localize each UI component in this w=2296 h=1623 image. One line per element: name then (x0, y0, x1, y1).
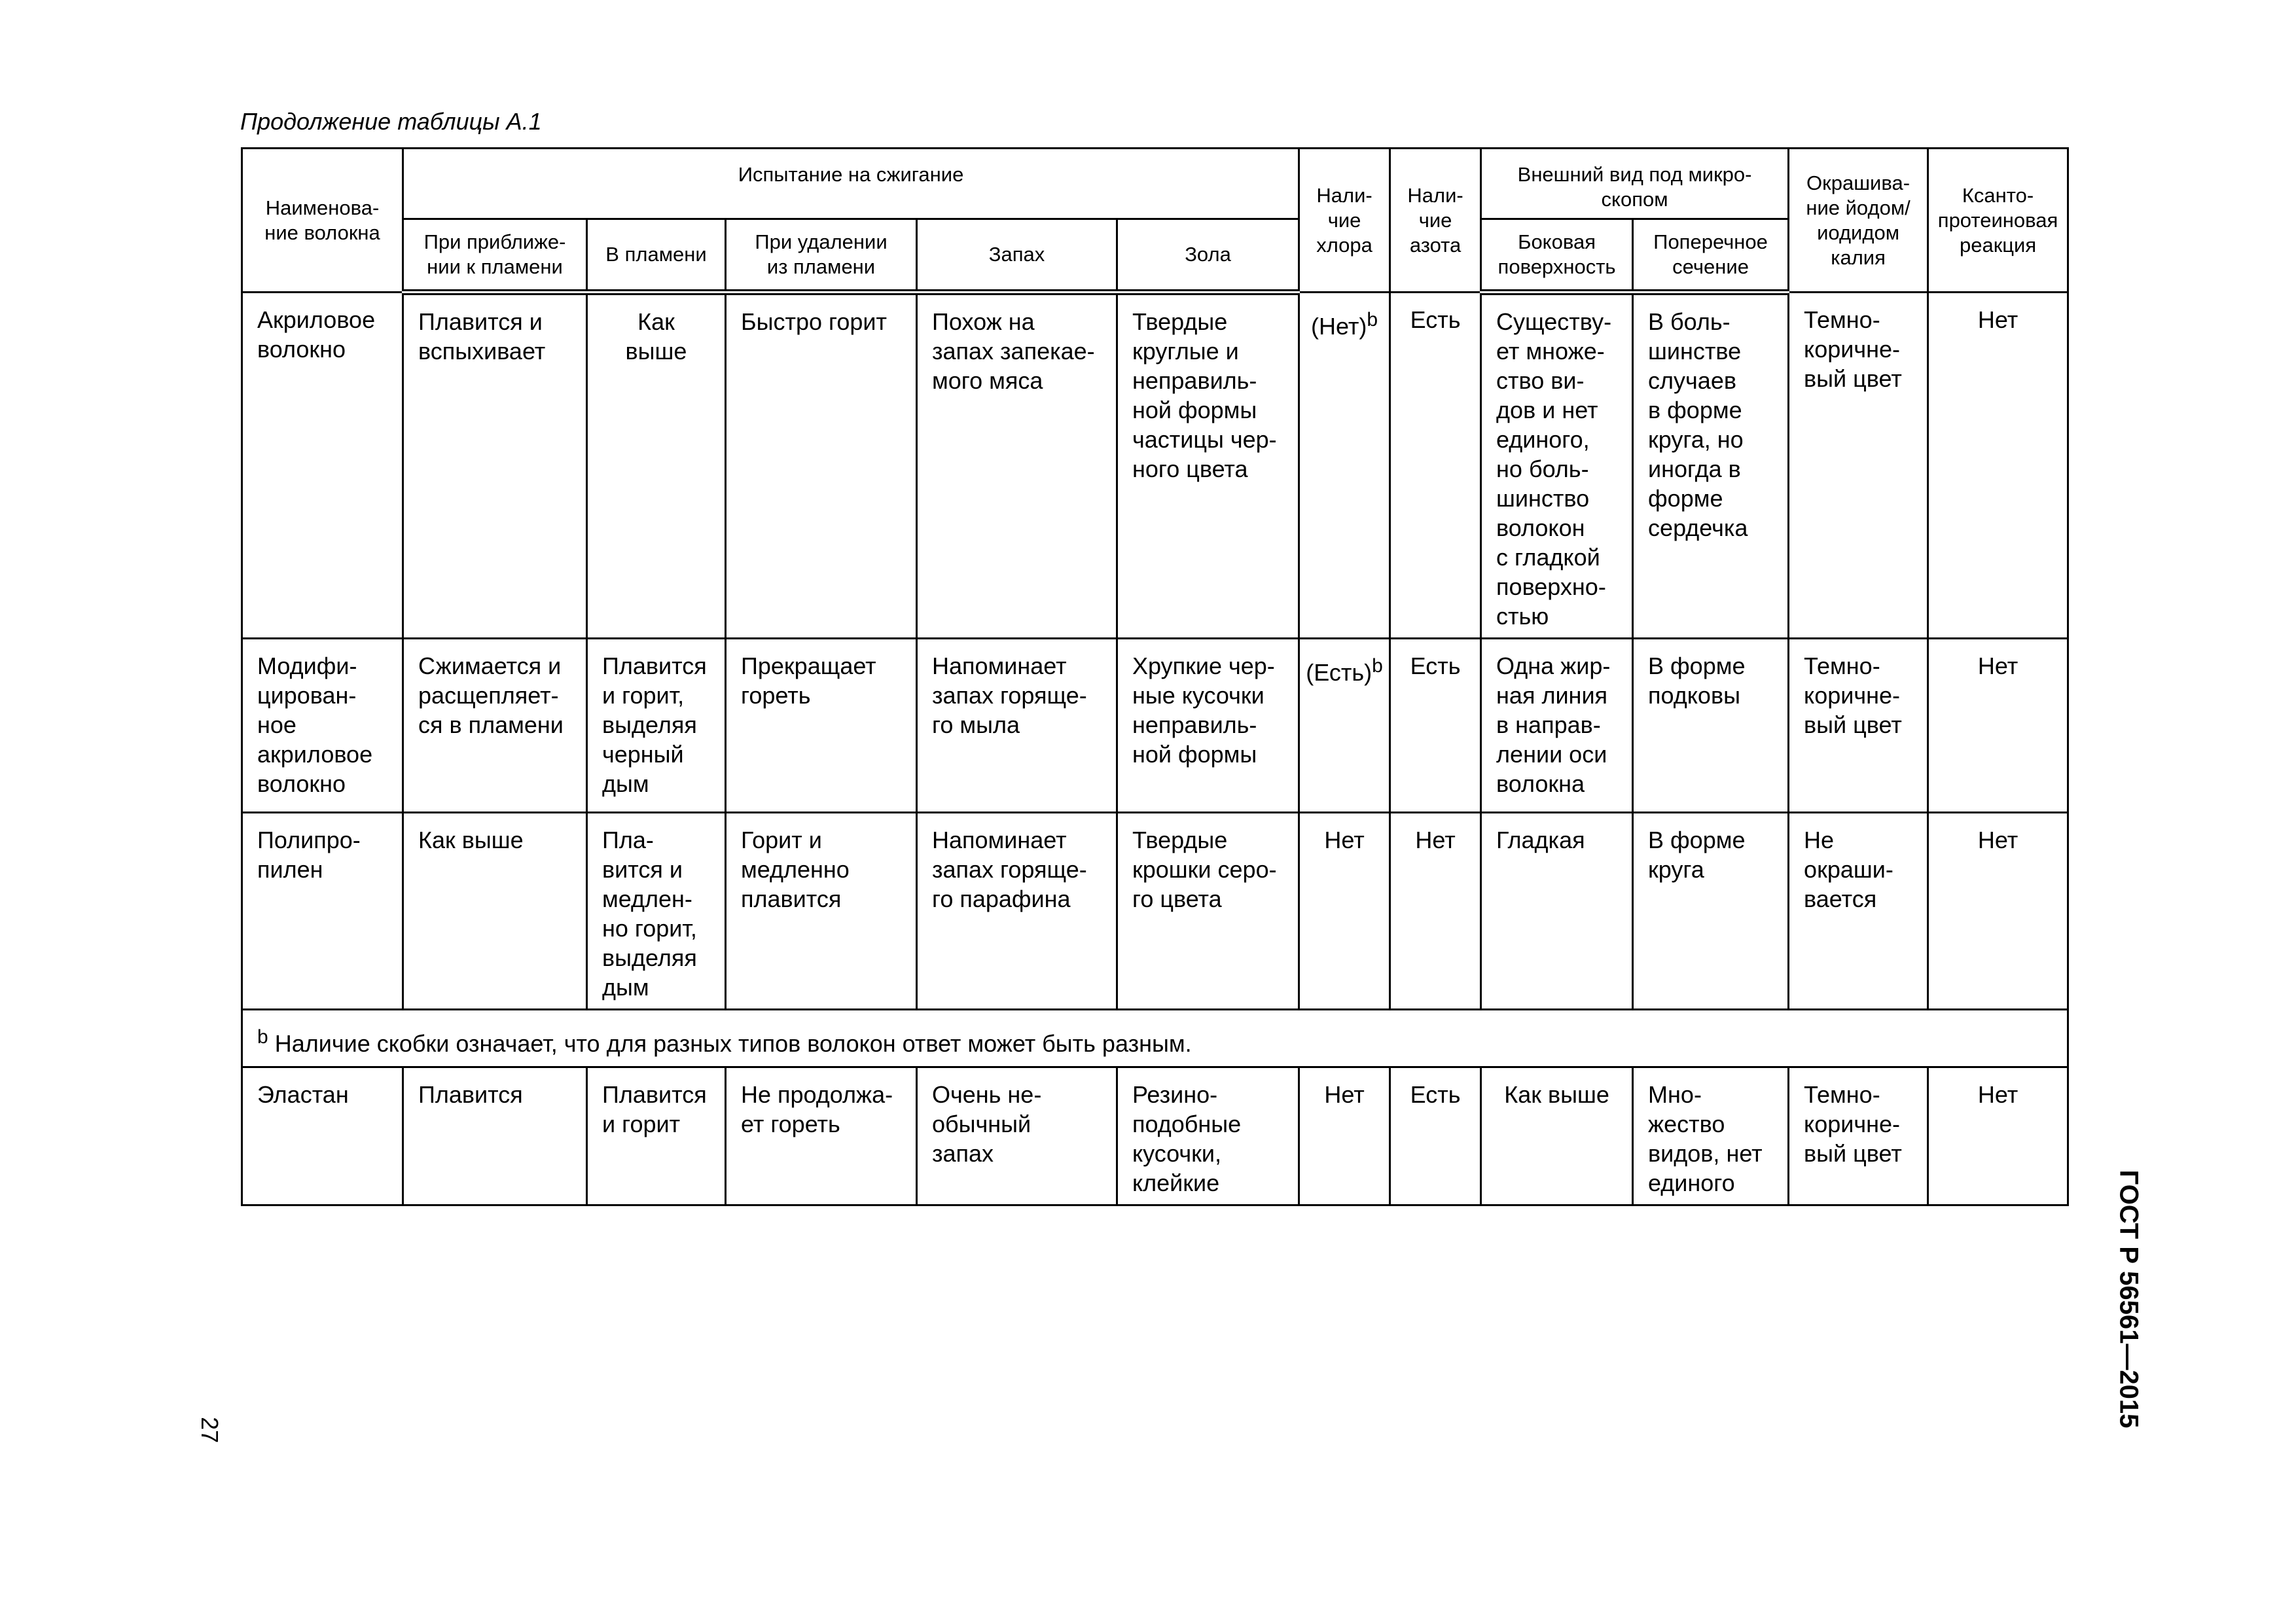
cell-smell: Напоминает запах горяще- го парафина (917, 813, 1117, 1010)
cell-removal: Не продолжа- ет гореть (726, 1067, 917, 1205)
cell-removal: Быстро горит (726, 293, 917, 639)
cell-approach: Как выше (403, 813, 587, 1010)
header-fiber-name: Наименова- ние волокна (242, 149, 403, 293)
header-side-surface: Боковая поверхность (1481, 219, 1633, 293)
page-number: 27 (196, 1416, 223, 1444)
cell-xantho: Нет (1928, 813, 2068, 1010)
cell-name: Полипро- пилен (242, 813, 403, 1010)
cell-nitrogen: Есть (1390, 1067, 1481, 1205)
cell-in-flame: Пла- вится и медлен- но горит, выделяя дым (587, 813, 726, 1010)
cell-xantho: Нет (1928, 293, 2068, 639)
footnote-mark: b (257, 1026, 268, 1048)
document-code: ГОСТ Р 56561—2015 (2114, 1169, 2144, 1429)
cell-ash: Резино- подобные кусочки, клейкие (1117, 1067, 1299, 1205)
footnote (242, 1010, 2068, 1067)
header-xanthoprotein: Ксанто- протеиновая реакция (1928, 149, 2068, 293)
cell-name: Акриловое волокно (242, 293, 403, 639)
cell-smell: Похож на запах запекае- мого мяса (917, 293, 1117, 639)
cell-chlorine: Нет (1299, 1067, 1390, 1205)
cell-name: Модифи- цирован- ное акриловое волокно (242, 639, 403, 813)
cell-xantho: Нет (1928, 1067, 2068, 1205)
cell-ash: Твердые круглые и неправиль- ной формы частицы чер- ного цвета (1117, 293, 1299, 639)
cell-removal: Горит и медленно плавится (726, 813, 917, 1010)
table-row (242, 813, 2068, 1010)
header-iodine: Окрашива- ние йодом/ иодидом калия (1789, 149, 1928, 293)
cell-side: Как выше (1481, 1067, 1633, 1205)
cell-chlorine (1299, 293, 1390, 639)
cell-nitrogen: Нет (1390, 813, 1481, 1010)
table-row (242, 1067, 2068, 1205)
cell-in-flame: Плавится и горит (587, 1067, 726, 1205)
cell-chlorine: Нет (1299, 813, 1390, 1010)
cell-iodine: Темно- коричне- вый цвет (1789, 639, 1928, 813)
header-approach-flame: При приближе- нии к пламени (403, 219, 587, 293)
header-cross-section: Поперечное сечение (1633, 219, 1789, 293)
footnote-mark: b (1372, 655, 1383, 677)
header-microscope: Внешний вид под микро- скопом (1481, 149, 1789, 219)
header-smell: Запах (917, 219, 1117, 293)
cell-in-flame: Как выше (587, 293, 726, 639)
cell-nitrogen: Есть (1390, 293, 1481, 639)
cell-cross: Мно- жество видов, нет единого (1633, 1067, 1789, 1205)
cell-cross: В боль- шинстве случаев в форме круга, но иногда в форме сердечка (1633, 293, 1789, 639)
header-ash: Зола (1117, 219, 1299, 293)
cell-side: Гладкая (1481, 813, 1633, 1010)
cell-cross: В форме подковы (1633, 639, 1789, 813)
header-removal-flame: При удалении из пламени (726, 219, 917, 293)
footnote-text: Наличие скобки означает, что для разных типов волокон ответ может быть разным. (268, 1030, 1192, 1057)
header-chlorine: Нали- чие хлора (1299, 149, 1390, 293)
cell-xantho: Нет (1928, 639, 2068, 813)
footnote-mark: b (1367, 309, 1378, 330)
header-in-flame: В пламени (587, 219, 726, 293)
table-caption: Продолжение таблицы А.1 (240, 108, 542, 135)
table-row (242, 639, 2068, 813)
fiber-test-table (241, 147, 2069, 1206)
footnote-row (242, 1010, 2068, 1067)
cell-ash: Хрупкие чер- ные кусочки неправиль- ной формы (1117, 639, 1299, 813)
header-burn-test: Испытание на сжигание (403, 149, 1299, 219)
cell-approach: Плавится и вспыхивает (403, 293, 587, 639)
cell-name: Эластан (242, 1067, 403, 1205)
cell-chlorine (1299, 639, 1390, 813)
cell-smell: Напоминает запах горяще- го мыла (917, 639, 1117, 813)
header-nitrogen: Нали- чие азота (1390, 149, 1481, 293)
cell-approach: Сжимается и расщепляет- ся в пламени (403, 639, 587, 813)
cell-approach: Плавится (403, 1067, 587, 1205)
cell-iodine: Темно- коричне- вый цвет (1789, 1067, 1928, 1205)
cell-cross: В форме круга (1633, 813, 1789, 1010)
cell-smell: Очень не- обычный запах (917, 1067, 1117, 1205)
cell-removal: Прекращает гореть (726, 639, 917, 813)
cell-in-flame: Плавится и горит, выделяя черный дым (587, 639, 726, 813)
cell-side: Одна жир- ная линия в направ- лении оси волокна (1481, 639, 1633, 813)
cell-side: Существу- ет множе- ство ви- дов и нет единого, но боль- шинство волокон с гладкой поверхно- стью (1481, 293, 1633, 639)
table-row (242, 293, 2068, 639)
cell-iodine: Темно- коричне- вый цвет (1789, 293, 1928, 639)
cell-ash: Твердые крошки серо- го цвета (1117, 813, 1299, 1010)
chlorine-value: (Нет) (1311, 313, 1367, 340)
cell-nitrogen: Есть (1390, 639, 1481, 813)
cell-iodine: Не окраши- вается (1789, 813, 1928, 1010)
chlorine-value: (Есть) (1306, 659, 1372, 686)
